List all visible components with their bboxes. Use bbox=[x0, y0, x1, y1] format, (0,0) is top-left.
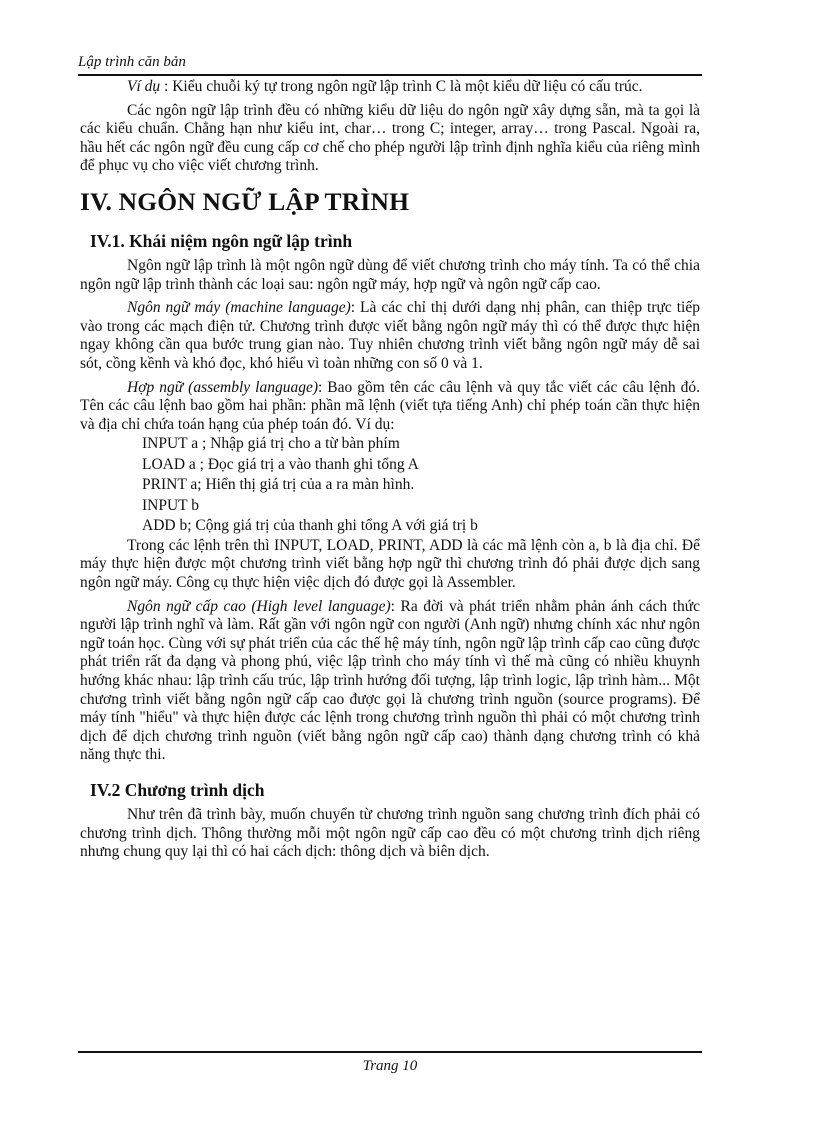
after-code-paragraph: Trong các lệnh trên thì INPUT, LOAD, PRINT, ADD là các mã lệnh còn a, b là địa chỉ. Để máy thực hiện được một chương trình viết bằng hợp ngữ thì chương trình đó phải được dịch sang ngôn ngữ máy. Công cụ thực hiện việc dịch đó được gọi là Assembler. bbox=[80, 536, 700, 591]
high-level-paragraph bbox=[80, 598, 700, 765]
intro-paragraph: Các ngôn ngữ lập trình đều có những kiểu dữ liệu do ngôn ngữ xây dựng sẵn, mà ta gọi là các kiểu chuẩn. Chẳng hạn như kiểu int, char… trong C; integer, array… trong Pascal. Ngoài ra, hầu hết các ngôn ngữ đều cung cấp cơ chế cho phép người lập trình định nghĩa kiểu của riêng mình để phục vụ cho việc viết chương trình. bbox=[80, 101, 700, 175]
code-line: LOAD a ; Đọc giá trị a vào thanh ghi tổng A bbox=[142, 455, 419, 473]
subsection-2-title: IV.2 Chương trình dịch bbox=[90, 779, 265, 800]
code-line: INPUT b bbox=[142, 496, 199, 514]
code-line: ADD b; Cộng giá trị của thanh ghi tổng A với giá trị b bbox=[142, 517, 478, 535]
code-line: INPUT a ; Nhập giá trị cho a từ bàn phím bbox=[142, 435, 400, 453]
assembly-paragraph bbox=[80, 379, 700, 435]
machine-language-term: Ngôn ngữ máy (machine language) bbox=[127, 299, 351, 317]
header-rule bbox=[78, 74, 702, 76]
machine-language-paragraph bbox=[80, 299, 700, 373]
assembly-term: Hợp ngữ (assembly language) bbox=[127, 378, 318, 396]
concept-paragraph: Ngôn ngữ lập trình là một ngôn ngữ dùng để viết chương trình cho máy tính. Ta có thể chia ngôn ngữ lập trình thành các loại sau: ngôn ngữ máy, hợp ngữ và ngôn ngữ cấp cao. bbox=[80, 256, 700, 293]
section-title: IV. NGÔN NGỮ LẬP TRÌNH bbox=[80, 186, 410, 216]
high-level-text: : Ra đời và phát triển nhằm phản ánh cách thức người lập trình nghĩ và làm. Rất gần với ngôn ngữ con người (Anh ngữ) nhưng chính xác như ngôn ngữ toán học. Cùng với sự phát triển của các thế hệ máy tính, ngôn ngữ lập trình cấp cao cũng được phát triển rất đa dạng và phong phú, việc lập trình cho máy tính vì thế mà cũng có nhiều khuynh hướng khác nhau: lập trình cấu trúc, lập trình hướng đối tượng, lập trình logic, lập trình hàm... Một chương trình viết bằng ngôn ngữ cấp cao được gọi là chương trình nguồn (source programs). Để máy tính "hiểu" và thực hiện được các lệnh trong chương trình nguồn thì phải có một chương trình dịch để dịch chương trình nguồn (viết bằng ngôn ngữ cấp cao) thành dạng chương trình có khả năng thực thi. bbox=[80, 597, 701, 764]
page-number: Trang 10 bbox=[362, 1058, 418, 1074]
high-level-term: Ngôn ngữ cấp cao (High level language) bbox=[127, 597, 391, 615]
example-paragraph bbox=[80, 78, 700, 97]
machine-language-text: : Là các chỉ thị dưới dạng nhị phân, can thiệp trực tiếp vào trong các mạch điện tử. Chương trình được viết bằng ngôn ngữ máy thì có thể được thực hiện ngay không cần qua bước trung gian nào. Tuy nhiên chương trình viết bằng ngôn ngữ máy dễ sai sót, cồng kềnh và khó đọc, khó hiểu vì toàn những con số 0 và 1. bbox=[80, 299, 700, 372]
example-text: : Kiểu chuỗi ký tự trong ngôn ngữ lập trình C là một kiểu dữ liệu có cấu trúc. bbox=[160, 78, 643, 95]
example-label: Ví dụ bbox=[127, 78, 161, 95]
footer-rule bbox=[78, 1051, 702, 1053]
assembly-code-example bbox=[142, 434, 700, 537]
subsection-1-title: IV.1. Khái niệm ngôn ngữ lập trình bbox=[90, 230, 353, 251]
page-content bbox=[80, 78, 700, 862]
running-header: Lập trình căn bản bbox=[78, 54, 186, 70]
assembly-text: : Bao gồm tên các câu lệnh và quy tắc viết các câu lệnh đó. Tên các câu lệnh bao gồm hai phần: phần mã lệnh (viết tựa tiếng Anh) chỉ phép toán cần thực hiện và địa chỉ chứa toán hạng của phép toán đó. Ví dụ: bbox=[80, 378, 700, 433]
code-line: PRINT a; Hiển thị giá trị của a ra màn hình. bbox=[142, 476, 415, 494]
compiler-paragraph: Như trên đã trình bày, muốn chuyển từ chương trình nguồn sang chương trình đích phải có chương trình dịch. Thông thường mỗi một ngôn ngữ cấp cao đều có một chương trình dịch riêng nhưng chung quy lại thì có hai cách dịch: thông dịch và biên dịch. bbox=[80, 805, 700, 861]
